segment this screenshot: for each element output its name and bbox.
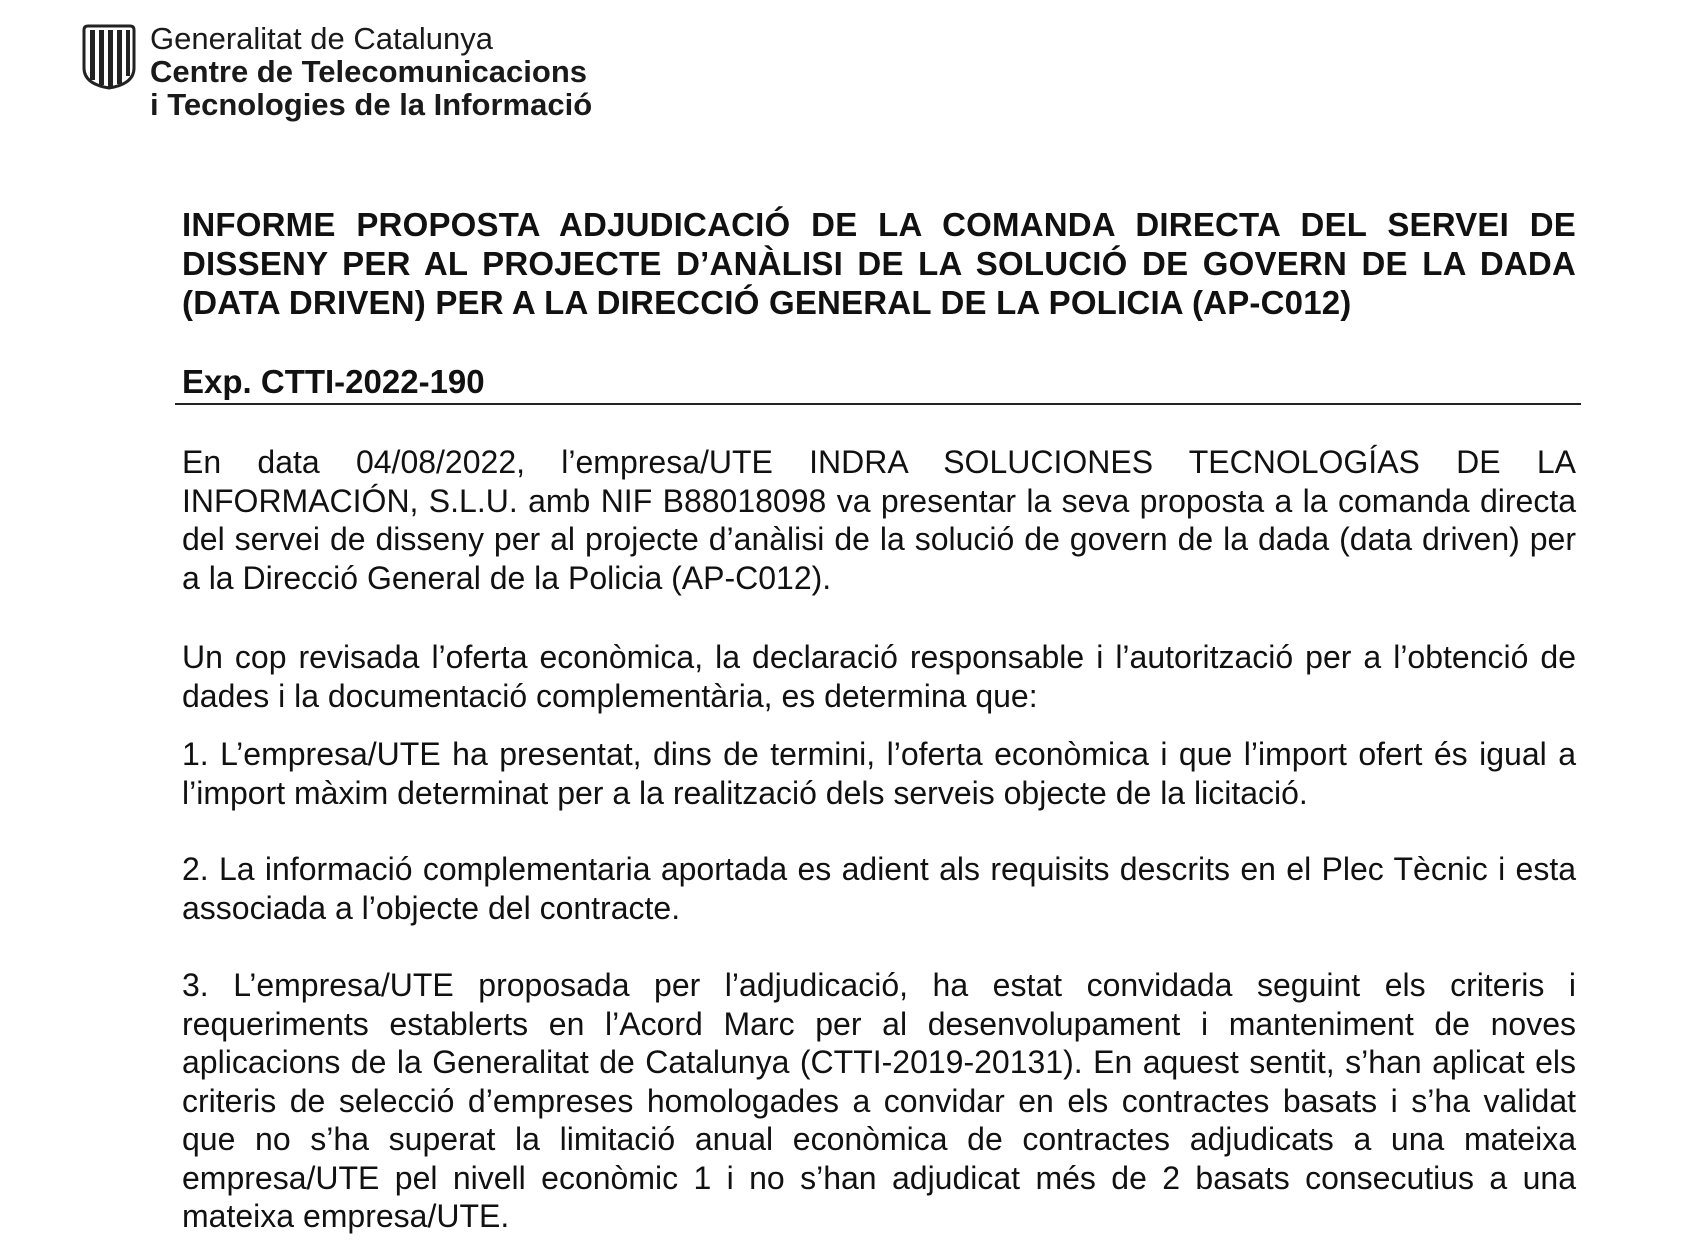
org-line-generalitat: Generalitat de Catalunya: [150, 21, 493, 56]
organization-name: [150, 22, 592, 121]
paragraph-point-3: 3. L’empresa/UTE proposada per l’adjudicació, ha estat convidada seguint els criteris i requeriments establerts en l’Acord Marc per al desenvolupament i manteniment de noves aplicacions de la Generalitat de Catalunya (CTTI-2019-20131). En aquest sentit, s’han aplicat els criteris de selecció d’empreses homologades a convidar en els contractes basats i s’ha validat que no s’ha superat la limitació anual econòmica de contractes adjudicats a una mateixa empresa/UTE pel nivell econòmic 1 i no s’han adjudicat més de 2 basats consecutius a una mateixa empresa/UTE.: [182, 967, 1576, 1234]
org-line-centre: Centre de Telecomunicacions: [150, 54, 587, 89]
letterhead: [80, 22, 592, 121]
paragraph-point-1: 1. L’empresa/UTE ha presentat, dins de termini, l’oferta econòmica i que l’import ofert és igual a l’import màxim determinat per a la realització dels serveis objecte de la licitació.: [182, 736, 1576, 811]
org-line-tecnologies: i Tecnologies de la Informació: [150, 87, 593, 122]
header-divider: [175, 403, 1581, 405]
generalitat-stripes-logo-icon: [80, 24, 138, 90]
document-title: INFORME PROPOSTA ADJUDICACIÓ DE LA COMANDA DIRECTA DEL SERVEI DE DISSENY PER AL PROJECTE D’ANÀLISI DE LA SOLUCIÓ DE GOVERN DE LA DADA (DATA DRIVEN) PER A LA DIRECCIÓ GENERAL DE LA POLICIA (AP-C012): [182, 206, 1576, 321]
paragraph-intro: En data 04/08/2022, l’empresa/UTE INDRA SOLUCIONES TECNOLOGÍAS DE LA INFORMACIÓN, S.L.U. amb NIF B88018098 va presentar la seva proposta a la comanda directa del servei de disseny per al projecte d’anàlisi de la solució de govern de la dada (data driven) per a la Direcció General de la Policia (AP-C012).: [182, 444, 1576, 596]
expedient-number: Exp. CTTI-2022-190: [182, 363, 485, 400]
paragraph-point-2: 2. La informació complementaria aportada es adient als requisits descrits en el Plec Tècnic i esta associada a l’objecte del contracte.: [182, 851, 1576, 926]
paragraph-review: Un cop revisada l’oferta econòmica, la declaració responsable i l’autorització per a l’obtenció de dades i la documentació complementària, es determina que:: [182, 639, 1576, 714]
document-header: [182, 205, 1576, 401]
